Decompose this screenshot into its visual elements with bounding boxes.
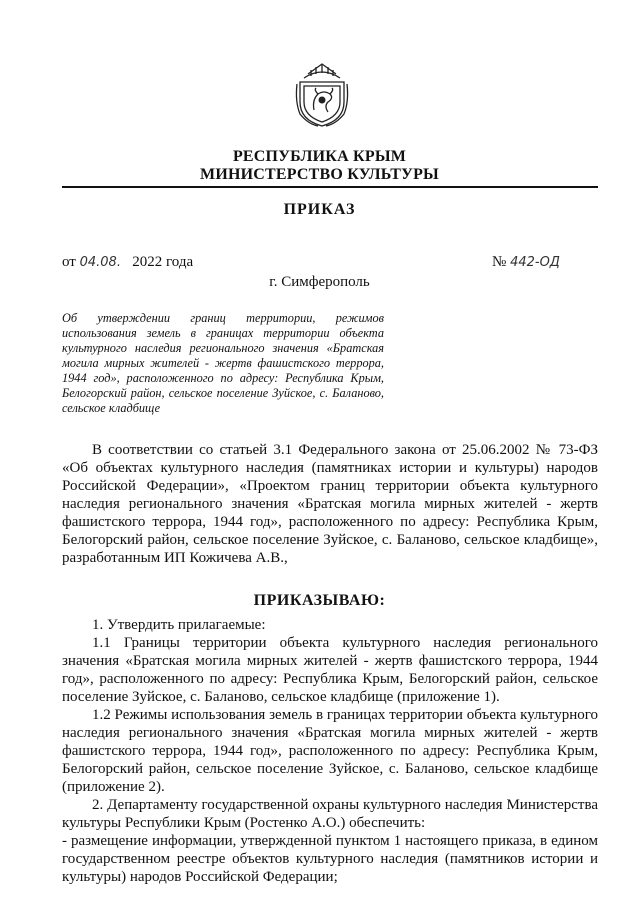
- ministry-title: МИНИСТЕРСТВО КУЛЬТУРЫ: [200, 166, 439, 183]
- item-1-1: 1.1 Границы территории объекта культурного наследия регионального значения «Братская могила мирных жителей - жертв фашистского террора, 1944 год», расположенного по адресу: Республика Крым, Белогорский район, сельское поселение Зуйское, с. Баланово, сельское кладбище (приложение 1).: [62, 635, 598, 705]
- number-prefix: №: [492, 254, 507, 270]
- crimea-coat-of-arms-emblem: [294, 62, 350, 128]
- preamble: [62, 441, 598, 567]
- document-number: [492, 254, 560, 271]
- date-year: 2022 года: [132, 254, 194, 270]
- order-heading: ПРИКАЗЫВАЮ:: [253, 592, 386, 609]
- document-city: г. Симферополь: [269, 274, 370, 290]
- item-1: 1. Утвердить прилагаемые:: [92, 617, 266, 633]
- item-2: 2. Департаменту государственной охраны культурного наследия Министерства культуры Республики Крым (Ростенко А.О.) обеспечить:: [62, 797, 598, 831]
- date-handwritten: 04.08.: [79, 255, 121, 270]
- date-prefix: от: [62, 254, 76, 270]
- number-handwritten: 442-ОД: [510, 255, 560, 270]
- document-subject: Об утверждении границ территории, режимов использования земель в границах территории объекта культурного наследия регионального значения «Братская могила мирных жителей - жертв фашистского террора, 1944 год», расположенного по адресу: Республика Крым, Белогорский район, сельское поселение Зуйское, с. Баланово, сельское кладбище: [62, 311, 384, 415]
- document-type: ПРИКАЗ: [283, 201, 356, 218]
- preamble-text: В соответствии со статьей 3.1 Федерального закона от 25.06.2002 № 73-ФЗ «Об объектах культурного наследия (памятниках истории и культуры) народов Российской Федерации», «Проектом границ территории объекта культурного наследия регионального значения «Братская могила мирных жителей - жертв фашистского террора, 1944 год», расположенного по адресу: Республика Крым, Белогорский район, сельское поселение Зуйское, с. Баланово, сельское кладбище», разработанным ИП Кожичева А.В.,: [62, 442, 598, 566]
- order-items: [62, 616, 598, 886]
- header-divider: [62, 186, 598, 188]
- republic-title: РЕСПУБЛИКА КРЫМ: [232, 148, 407, 165]
- item-2-a: - размещение информации, утвержденной пунктом 1 настоящего приказа, в едином государственном реестре объектов культурного наследия (памятников истории и культуры) народов Российской Федерации;: [62, 833, 598, 885]
- document-date: [62, 254, 193, 271]
- item-1-2: 1.2 Режимы использования земель в границах территории объекта культурного наследия регионального значения «Братская могила мирных жителей - жертв фашистского террора, 1944 год», расположенного по адресу: Республика Крым, Белогорский район, сельское поселение Зуйское, с. Баланово, сельское кладбище (приложение 2).: [62, 707, 598, 795]
